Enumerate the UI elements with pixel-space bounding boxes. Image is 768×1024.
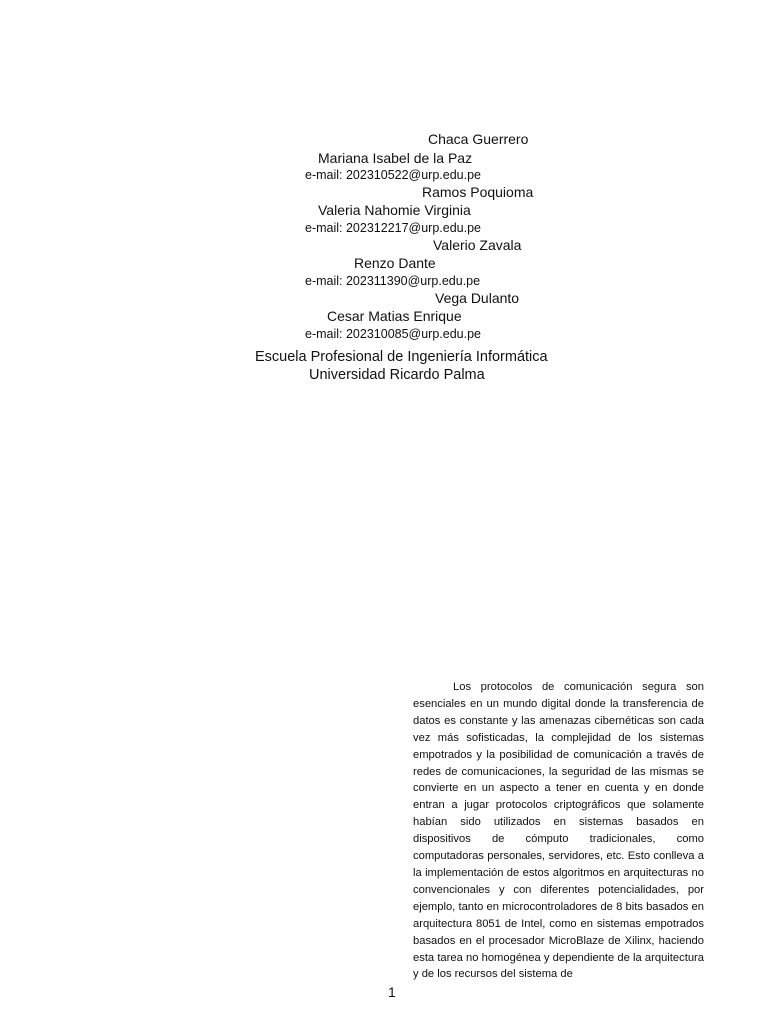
author-4-surname: Vega Dulanto [435, 290, 520, 306]
author-2-given-names: Valeria Nahomie Virginia [318, 202, 471, 218]
author-2-surname: Ramos Poquioma [422, 184, 534, 200]
author-2-email: e-mail: 202312217@urp.edu.pe [305, 221, 482, 235]
abstract-paragraph: Los protocolos de comunicación segura son esenciales en un mundo digital donde la transferencia de datos es constante y las amenazas cibernéticas son cada vez más sofisticadas, la complejidad de los sistemas empotrados y la posibilidad de comunicación a través de redes de comunicaciones, la seguridad de las mismas se convierte en un aspecto a tener en cuenta y en donde entran a jugar protocolos criptográficos que solamente habían sido utilizados en sistemas basados en dispositivos de cómputo tradicionales, como computadoras personales, servidores, etc. Esto conlleva a la implementación de estos algoritmos en arquitecturas no convencionales y con diferentes potencialidades, por ejemplo, tanto en microcontroladores de 8 bits basados en arquitectura 8051 de Intel, como en sistemas empotrados basados en el procesador MicroBlaze de Xilinx, haciendo esta tarea no homogénea y dependiente de la arquitectura y de los recursos del sistema de [413, 681, 704, 981]
author-4-email: e-mail: 202310085@urp.edu.pe [305, 327, 482, 341]
page-number: 1 [388, 984, 396, 1000]
author-3-surname: Valerio Zavala [433, 237, 522, 253]
author-1-surname: Chaca Guerrero [428, 131, 529, 147]
author-4-given-names: Cesar Matias Enrique [327, 308, 462, 324]
author-1-given-names: Mariana Isabel de la Paz [318, 150, 473, 166]
school-name: Escuela Profesional de Ingeniería Informática [255, 349, 548, 365]
author-3-email: e-mail: 202311390@urp.edu.pe [305, 274, 481, 288]
author-3-given-names: Renzo Dante [354, 255, 436, 271]
author-1-email: e-mail: 202310522@urp.edu.pe [305, 168, 482, 182]
university-name: Universidad Ricardo Palma [309, 367, 485, 383]
